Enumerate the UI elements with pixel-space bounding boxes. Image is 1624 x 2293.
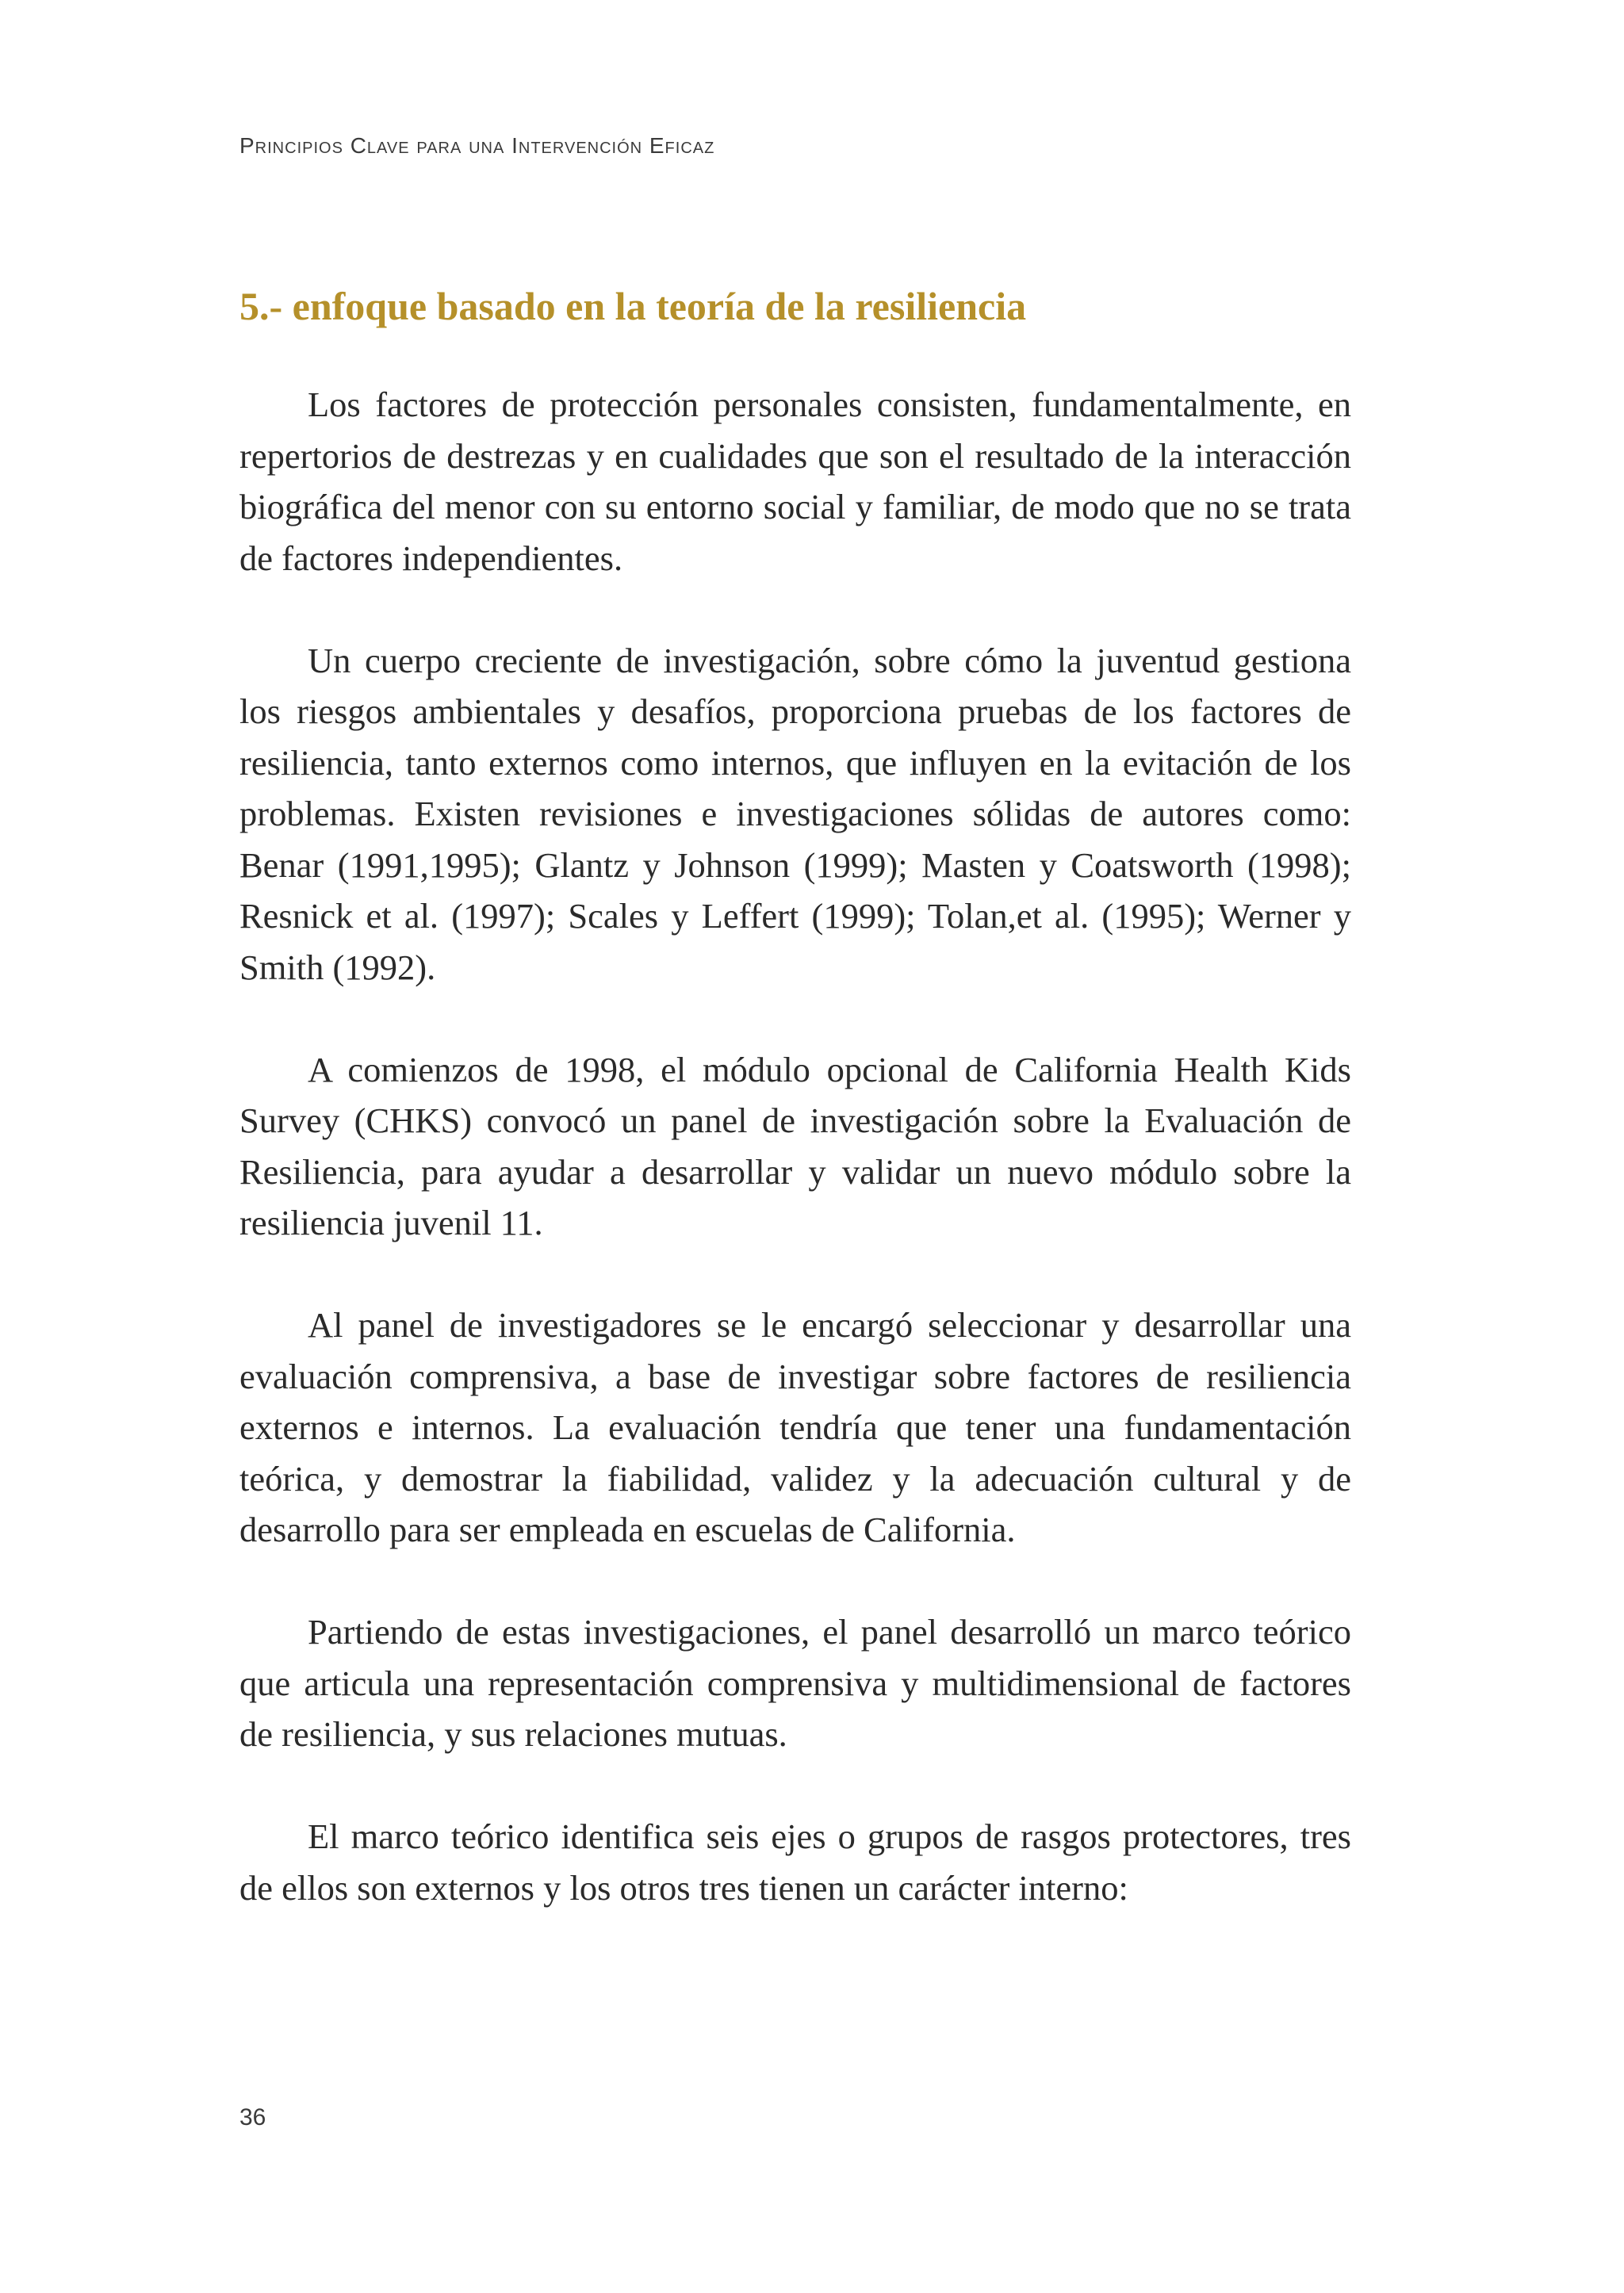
- running-header: Principios Clave para una Intervención Eficaz: [239, 133, 715, 158]
- paragraph: A comienzos de 1998, el módulo opcional de California Health Kids Survey (CHKS) convocó un panel de investigación sobre la Evaluación de Resiliencia, para ayudar a desarrollar y validar un nuevo módulo sobre la resiliencia juvenil 11.: [239, 1049, 1351, 1242]
- body-text: [239, 379, 1351, 1965]
- page-number: 36: [239, 2104, 266, 2130]
- paragraph: Partiendo de estas investigaciones, el panel desarrolló un marco teórico que articula una representación comprensiva y multidimensional de factores de resiliencia, y sus relaciones mutuas.: [239, 1612, 1351, 1754]
- paragraph: El marco teórico identifica seis ejes o grupos de rasgos protectores, tres de ellos son externos y los otros tres tienen un carácter interno:: [239, 1816, 1351, 1908]
- section-title: 5.- enfoque basado en la teoría de la resiliencia: [239, 284, 1027, 328]
- paragraph: Al panel de investigadores se le encargó seleccionar y desarrollar una evaluación comprensiva, a base de investigar sobre factores de resiliencia externos e internos. La evaluación tendría que tener una fundamentación teórica, y demostrar la fiabilidad, validez y la adecuación cultural y de desarrollo para ser empleada en escuelas de California.: [239, 1305, 1351, 1549]
- paragraph: Los factores de protección personales consisten, fundamentalmente, en repertorios de destrezas y en cualidades que son el resultado de la interacción biográfica del menor con su entorno social y familiar, de modo que no se trata de factores independientes.: [239, 385, 1351, 578]
- paragraph: Un cuerpo creciente de investigación, sobre cómo la juventud gestiona los riesgos ambientales y desafíos, proporciona pruebas de los factores de resiliencia, tanto externos como internos, que influyen en la evitación de los problemas. Existen revisiones e investigaciones sólidas de autores como: Benar (1991,1995); Glantz y Johnson (1999); Masten y Coatsworth (1998); Resnick et al. (1997); Scales y Leffert (1999); Tolan,et al. (1995); Werner y Smith (1992).: [239, 640, 1351, 987]
